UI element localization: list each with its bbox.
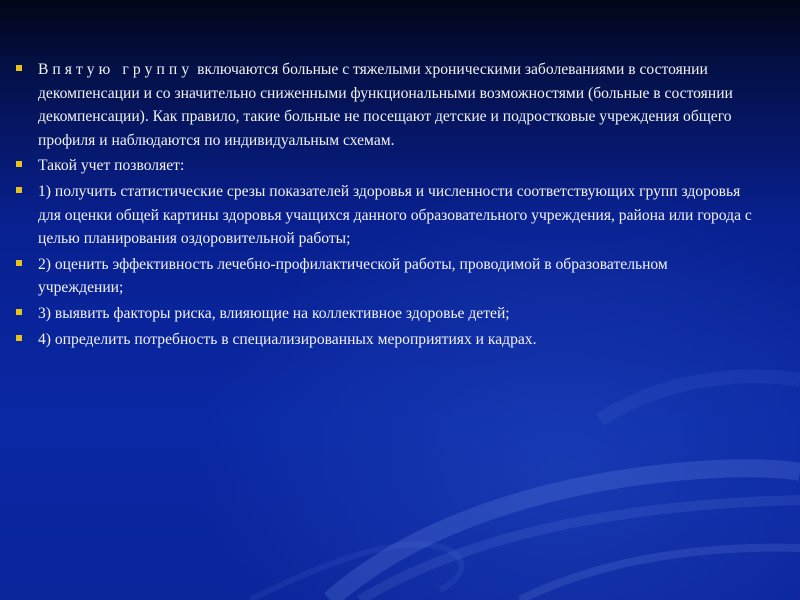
bullet-marker-icon bbox=[16, 161, 22, 167]
bullet-item-group-five bbox=[16, 58, 756, 152]
bullet-text: включаются больные с тяжелыми хроническими заболеваниями в состоянии декомпенсации и со значительно сниженными функциональными возможностями (больные в состоянии декомпенсации). Как правило, такие больные не посещают детские и подростковые учреждения общего профиля и наблюдаются по индивидуальным схемам. bbox=[38, 61, 733, 149]
bullet-item-efficiency bbox=[16, 253, 756, 300]
bullet-text: 4) определить потребность в специализированных мероприятиях и кадрах. bbox=[38, 330, 537, 348]
bullet-lead-normal: В bbox=[38, 61, 53, 78]
bullet-item-risk-factors bbox=[16, 302, 756, 326]
bullet-text: 2) оценить эффективность лечебно-профилактической работы, проводимой в образовательном учреждении; bbox=[38, 255, 668, 297]
bullet-marker-icon bbox=[16, 309, 22, 315]
bullet-text: 1) получить статистические срезы показателей здоровья и численности соответствующих групп здоровья для оценки общей картины здоровья учащихся данного образовательного учреждения, района или города с целью планирования оздоровительной работы; bbox=[38, 182, 752, 248]
bullet-lead-spaced: пятую группу bbox=[52, 61, 194, 78]
bullet-marker-icon bbox=[16, 335, 22, 341]
bullet-marker-icon bbox=[16, 260, 22, 266]
bullet-text: Такой учет позволяет: bbox=[38, 157, 185, 175]
bullet-list bbox=[16, 58, 756, 353]
bullet-item-statistics bbox=[16, 180, 756, 251]
bullet-text: 3) выявить факторы риска, влияющие на коллективное здоровье детей; bbox=[38, 304, 510, 322]
bullet-marker-icon bbox=[16, 187, 22, 193]
bullet-item-accounting bbox=[16, 154, 756, 178]
bullet-marker-icon bbox=[16, 65, 22, 71]
bullet-item-needs bbox=[16, 328, 756, 352]
